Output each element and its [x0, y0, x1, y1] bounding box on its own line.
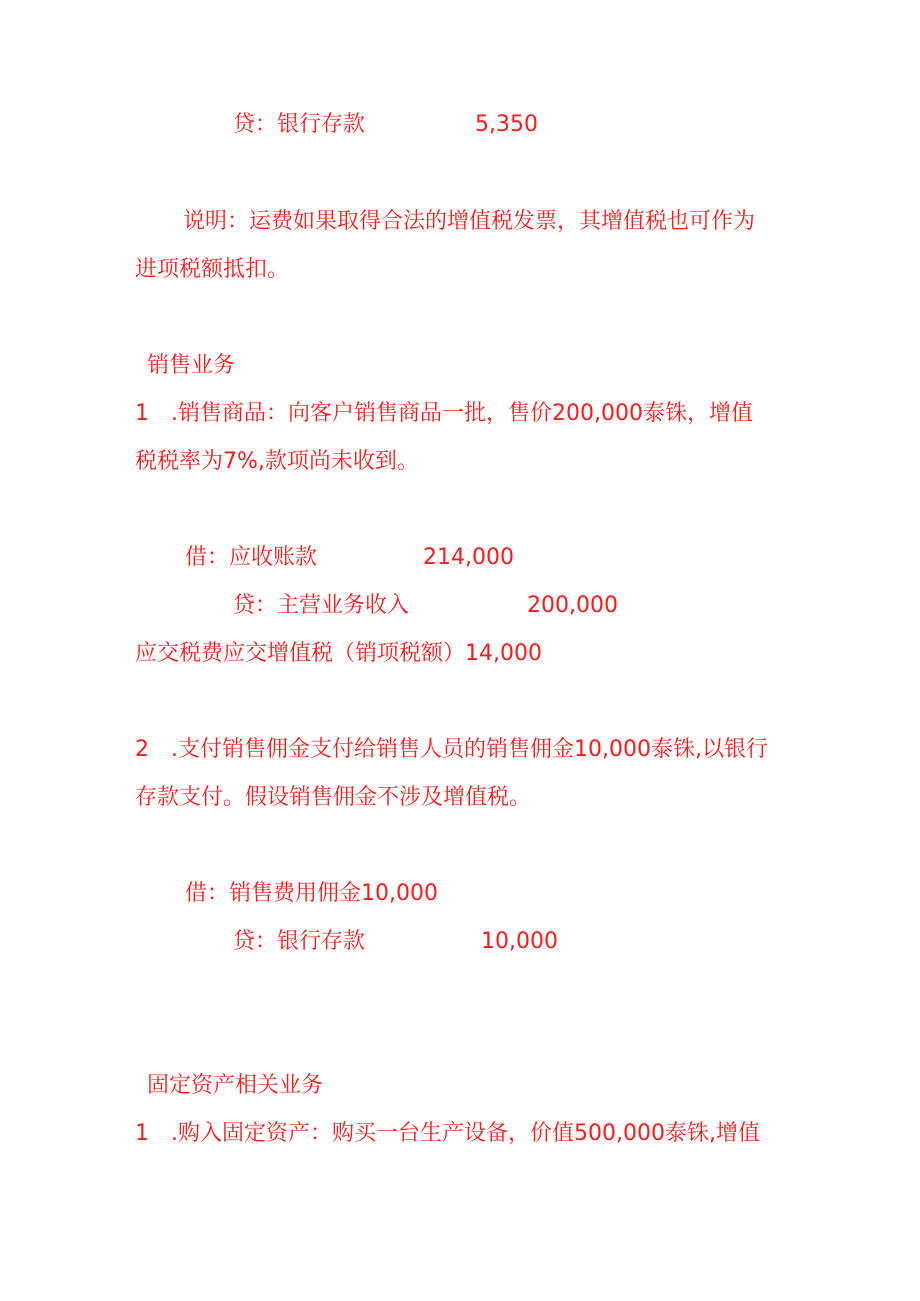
- debit-amount: 214,000: [423, 545, 514, 570]
- credit-label: 贷：银行存款: [233, 929, 366, 954]
- debit-label: 借：应收账款: [185, 545, 318, 570]
- credit-amount: 10,000: [481, 929, 558, 954]
- credit-label: 贷：银行存款: [233, 112, 366, 137]
- tax-line: 应交税费应交增值税（销项税额）14,000: [135, 641, 542, 666]
- sales-heading: 销售业务: [147, 353, 236, 378]
- note-line-1: 说明：运费如果取得合法的增值税发票，其增值税也可作为: [183, 209, 756, 234]
- fixed-assets-item1-line-1: 1 .购入固定资产：购买一台生产设备，价值500,000泰铢,增值: [135, 1121, 760, 1146]
- fixed-assets-heading: 固定资产相关业务: [147, 1073, 324, 1098]
- sales-item2-line-1: 2 .支付销售佣金支付给销售人员的销售佣金10,000泰铢,以银行: [135, 737, 768, 762]
- note-line-2: 进项税额抵扣。: [135, 257, 290, 282]
- sales-item1-line-1: 1 .销售商品：向客户销售商品一批，售价200,000泰铢，增值: [135, 401, 753, 426]
- credit-amount: 200,000: [527, 593, 618, 618]
- credit-amount: 5,350: [475, 112, 538, 137]
- sales-item1-line-2: 税税率为7%,款项尚未收到。: [135, 449, 419, 474]
- sales-item2-line-2: 存款支付。假设销售佣金不涉及增值税。: [135, 785, 532, 810]
- debit-line: 借：销售费用佣金10,000: [185, 881, 438, 906]
- credit-label: 贷：主营业务收入: [233, 593, 410, 618]
